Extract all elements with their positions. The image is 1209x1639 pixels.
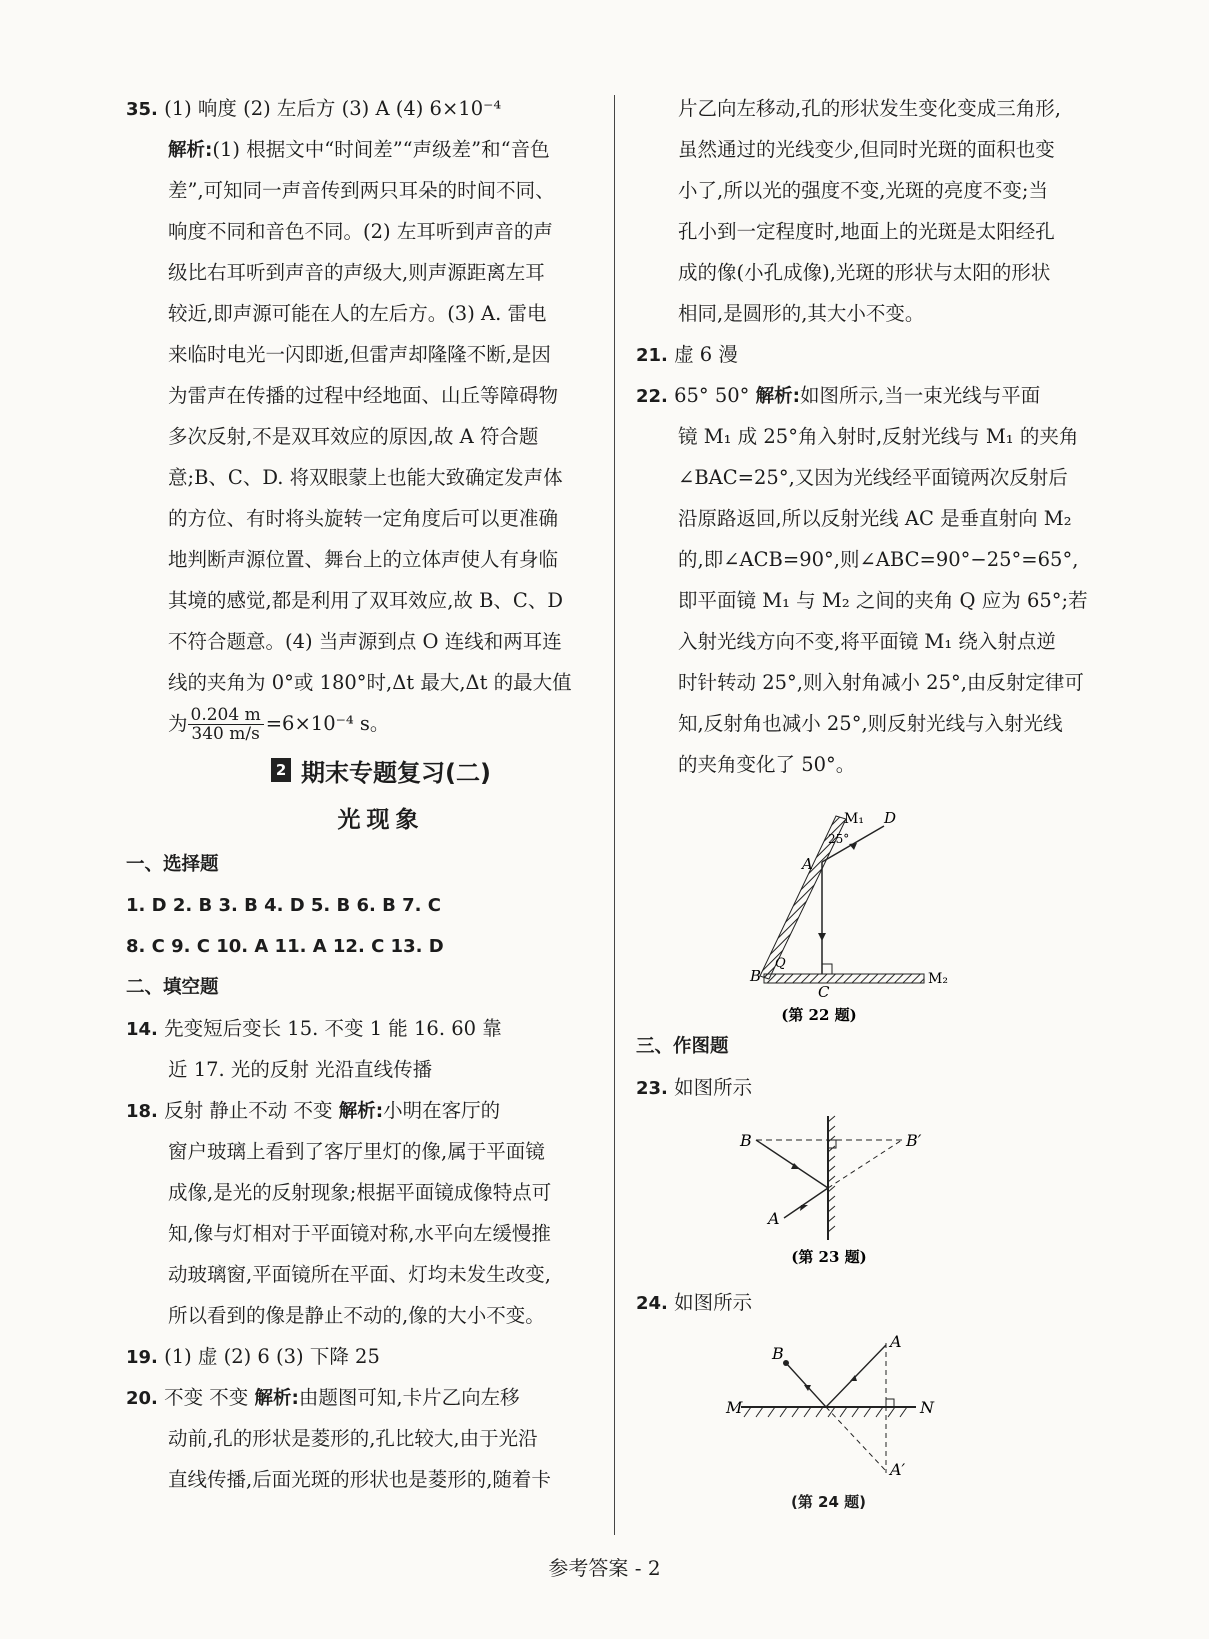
text-line: 的夹角变化了 50°。 <box>678 753 856 776</box>
page-footer: 参考答案 - 2 <box>548 1556 661 1580</box>
text-line: 沿原路返回,所以反射光线 AC 是垂直射向 M₂ <box>678 507 1072 530</box>
label-a23: A <box>768 1209 780 1228</box>
ray-a24 <box>826 1345 886 1407</box>
dashed-virtual <box>828 1140 902 1188</box>
right-paragraphs <box>636 88 1101 785</box>
section-heading-choice: 一、选择题 <box>126 854 219 875</box>
text-line: 孔小到一定程度时,地面上的光斑是太阳经孔 <box>678 220 1055 243</box>
label-a: A <box>802 855 813 873</box>
page-subtitle: 光现象 <box>337 807 425 833</box>
text-line: 知,像与灯相对于平面镜对称,水平向左缓慢推 <box>168 1222 551 1245</box>
section-title <box>126 744 596 796</box>
fraction: $\frac{0.204 m}{340 m/s}$ <box>188 706 264 743</box>
text-line: 片乙向左移动,孔的形状发生变化变成三角形, <box>678 97 1061 120</box>
text-line: 相同,是圆形的,其大小不变。 <box>678 302 925 325</box>
label-d: D <box>884 809 897 827</box>
label-m1: M₁ <box>844 811 864 827</box>
text-line: 的方位、有时将头旋转一定角度后可以更准确 <box>168 507 559 530</box>
text-line: 意;B、C、D. 将双眼蒙上也能大致确定发声体 <box>168 466 563 489</box>
figure-24 <box>636 1323 1101 1493</box>
dashed-virtual-24 <box>826 1407 886 1471</box>
choice-answers-1: 1. D 2. B 3. B 4. D 5. B 6. B 7. C <box>126 895 441 916</box>
text-line: 小了,所以光的强度不变,光斑的亮度不变;当 <box>678 179 1048 202</box>
text-line: 来临时电光一闪即逝,但雷声却隆隆不断,是因 <box>168 343 551 366</box>
right-angle-24 <box>886 1399 894 1407</box>
text-line: 20. 不变 不变 解析:由题图可知,卡片乙向左移 <box>126 1386 520 1409</box>
text-line: 线的夹角为 0°或 180°时,Δt 最大,Δt 的最大值 <box>168 671 572 694</box>
caption-22: (第 22 题) <box>781 1006 857 1024</box>
text-line: 动前,孔的形状是菱形的,孔比较大,由于光沿 <box>168 1427 538 1450</box>
text-line: 为雷声在传播的过程中经地面、山丘等障碍物 <box>168 384 559 407</box>
text-line: 的,即∠ACB=90°,则∠ABC=90°−25°=65°, <box>678 548 1079 571</box>
point-b <box>783 1360 789 1366</box>
answer-23: 23. 如图所示 <box>636 1076 753 1099</box>
mirror-hatch <box>828 1116 835 1232</box>
section-badge: 2 <box>271 758 291 782</box>
text-line: ∠BAC=25°,又因为光线经平面镜两次反射后 <box>678 466 1068 489</box>
text-line: 即平面镜 M₁ 与 M₂ 之间的夹角 Q 应为 65°;若 <box>678 589 1088 612</box>
mirror-hatch-24 <box>744 1407 907 1417</box>
arrow-incident <box>849 843 857 850</box>
right-angle-mark <box>822 964 832 974</box>
figure-23 <box>636 1108 1101 1268</box>
figure-22 <box>636 791 1101 1026</box>
column-divider <box>614 95 615 1535</box>
text-line: 35. (1) 响度 (2) 左后方 (3) A (4) 6×10⁻⁴ <box>126 97 502 120</box>
text-line: 14. 先变短后变长 15. 不变 1 能 16. 60 靠 <box>126 1017 502 1040</box>
text-line: 多次反射,不是双耳效应的原因,故 A 符合题 <box>168 425 539 448</box>
arrow-23b <box>800 1205 808 1211</box>
label-n24: N <box>920 1398 934 1417</box>
text-line: 成的像(小孔成像),光斑的形状与太阳的形状 <box>678 261 1051 284</box>
mirror-m2 <box>764 974 924 983</box>
left-column <box>126 88 596 1500</box>
text-line: 窗户玻璃上看到了客厅里灯的像,属于平面镜 <box>168 1140 545 1163</box>
text-line: 其境的感觉,都是利用了双耳效应,故 B、C、D <box>168 589 563 612</box>
text-line: 22. 65° 50° 解析:如图所示,当一束光线与平面 <box>636 384 1041 407</box>
fill-answers <box>126 1008 596 1500</box>
section-heading-drawing: 三、作图题 <box>636 1036 729 1057</box>
section-heading-fill: 二、填空题 <box>126 977 219 998</box>
label-q: Q <box>775 956 786 971</box>
ray-b <box>756 1140 828 1188</box>
text-line: 近 17. 光的反射 光沿直线传播 <box>168 1058 433 1081</box>
label-m24: M <box>726 1398 743 1417</box>
caption-23: (第 23 题) <box>791 1248 867 1266</box>
label-b23: B <box>740 1131 752 1150</box>
label-ap24: A′ <box>890 1460 906 1479</box>
text-line: 知,反射角也减小 25°,则反射光线与入射光线 <box>678 712 1063 735</box>
text-line: 19. (1) 虚 (2) 6 (3) 下降 25 <box>126 1345 380 1368</box>
text-line: 镜 M₁ 成 25°角入射时,反射光线与 M₁ 的夹角 <box>678 425 1079 448</box>
text-line: 直线传播,后面光斑的形状也是菱形的,随着卡 <box>168 1468 551 1491</box>
text-line: 所以看到的像是静止不动的,像的大小不变。 <box>168 1304 545 1327</box>
answer-24: 24. 如图所示 <box>636 1291 753 1314</box>
text-line: 响度不同和音色不同。(2) 左耳听到声音的声 <box>168 220 553 243</box>
label-m2: M₂ <box>928 971 948 987</box>
label-b: B <box>750 967 762 985</box>
label-angle: 25° <box>828 832 850 846</box>
text-line: 21. 虚 6 漫 <box>636 343 738 366</box>
label-b24: B <box>772 1344 784 1363</box>
text-line: 较近,即声源可能在人的左后方。(3) A. 雷电 <box>168 302 547 325</box>
caption-24: (第 24 题) <box>790 1493 867 1511</box>
right-column <box>636 88 1101 1512</box>
label-a24: A <box>890 1332 902 1351</box>
text-line: 解析:(1) 根据文中“时间差”“声级差”和“音色 <box>168 138 550 161</box>
text-line: 虽然通过的光线变少,但同时光斑的面积也变 <box>678 138 1055 161</box>
label-bp23: B′ <box>906 1131 922 1150</box>
formula-line: 为 $\frac{0.204 m}{340 m/s}$ =6×10⁻⁴ s。 <box>168 705 390 744</box>
text-line: 成像,是光的反射现象;根据平面镜成像特点可 <box>168 1181 552 1204</box>
text-line: 18. 反射 静止不动 不变 解析:小明在客厅的 <box>126 1099 501 1122</box>
text-line: 地判断声源位置、舞台上的立体声使人有身临 <box>168 548 559 571</box>
ray-a <box>784 1188 828 1218</box>
label-c: C <box>818 983 830 1001</box>
text-line: 差”,可知同一声音传到两只耳朵的时间不同、 <box>168 179 555 202</box>
text-line: 动玻璃窗,平面镜所在平面、灯均未发生改变, <box>168 1263 551 1286</box>
arrow-down <box>818 933 826 941</box>
choice-answers-2: 8. C 9. C 10. A 11. A 12. C 13. D <box>126 936 444 957</box>
text-line: 入射光线方向不变,将平面镜 M₁ 绕入射点逆 <box>678 630 1056 653</box>
left-paragraph-35 <box>126 88 596 703</box>
text-line: 时针转动 25°,则入射角减小 25°,由反射定律可 <box>678 671 1084 694</box>
page-title: 期末专题复习(二) <box>301 758 491 787</box>
text-line: 不符合题意。(4) 当声源到点 O 连线和两耳连 <box>168 630 562 653</box>
text-line: 级比右耳听到声音的声级大,则声源距离左耳 <box>168 261 545 284</box>
